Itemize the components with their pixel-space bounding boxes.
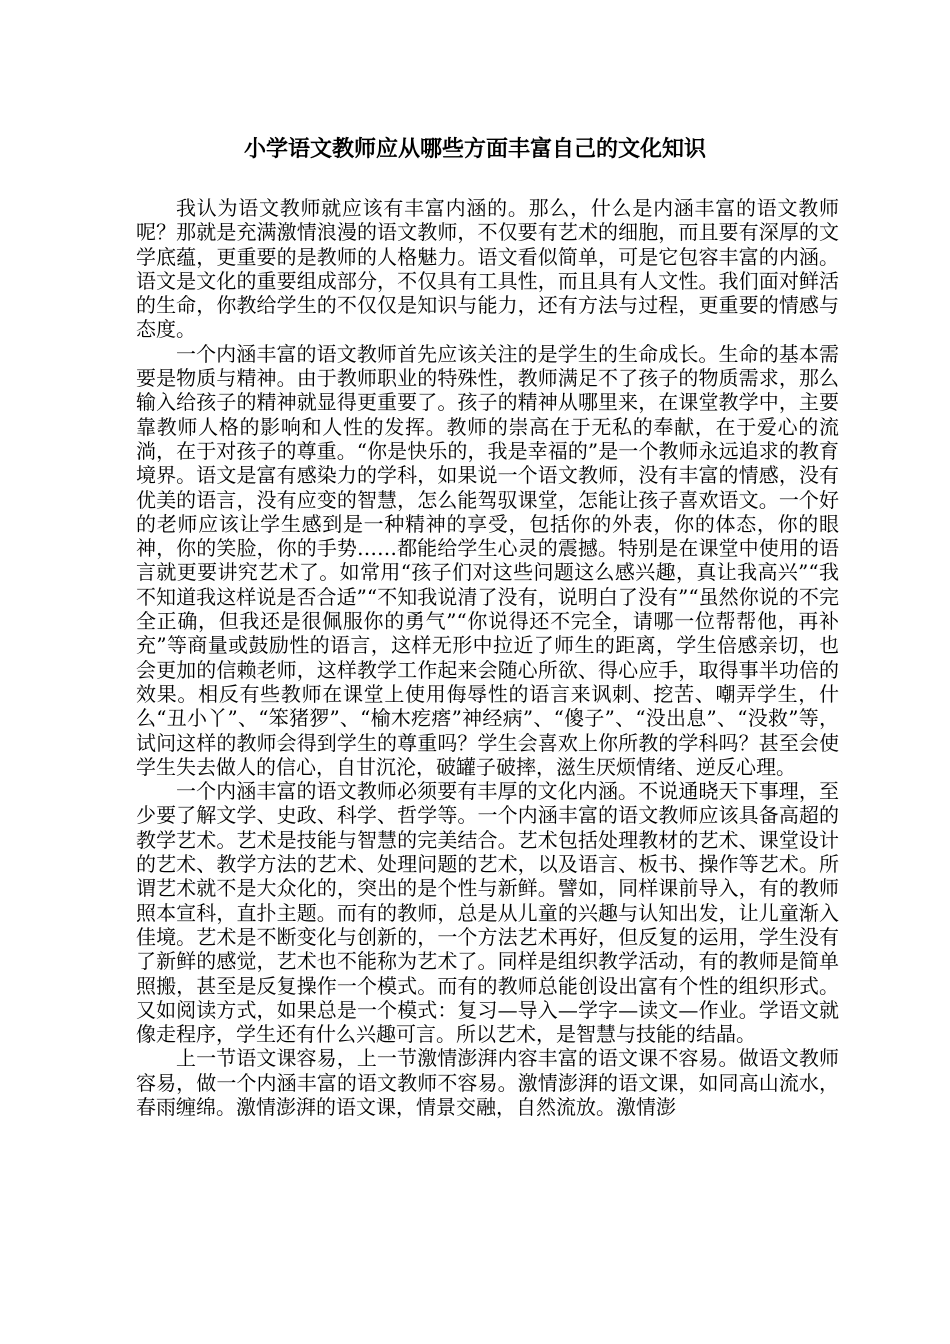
paragraph-4: 上一节语文课容易，上一节激情澎湃内容丰富的语文课不容易。做语文教师容易，做一个内涵丰富的语文教师不容易。激情澎湃的语文课，如同高山流水，春雨缠绵。激情澎湃的语文课，情景交融，自然流放。激情澎 bbox=[136, 1046, 839, 1119]
paragraph-1: 我认为语文教师就应该有丰富内涵的。那么，什么是内涵丰富的语文教师呢？那就是充满激情浪漫的语文教师，不仅要有艺术的细胞，而且要有深厚的文学底蕴，更重要的是教师的人格魅力。语文看似简单，可是它包容丰富的内涵。语文是文化的重要组成部分，不仅具有工具性，而且具有人文性。我们面对鲜活的生命，你教给学生的不仅仅是知识与能力，还有方法与过程，更重要的情感与态度。 bbox=[136, 196, 839, 342]
document-title: 小学语文教师应从哪些方面丰富自己的文化知识 bbox=[243, 137, 706, 162]
document-body bbox=[136, 196, 839, 1119]
paragraph-2: 一个内涵丰富的语文教师首先应该关注的是学生的生命成长。生命的基本需要是物质与精神。由于教师职业的特殊性，教师满足不了孩子的物质需求，那么输入给孩子的精神就显得更重要了。孩子的精神从哪里来，在课堂教学中，主要靠教师人格的影响和人性的发挥。教师的崇高在于无私的奉献，在于爱心的流淌，在于对孩子的尊重。“你是快乐的，我是幸福的”是一个教师永远追求的教育境界。语文是富有感染力的学科，如果说一个语文教师，没有丰富的情感，没有优美的语言，没有应变的智慧，怎么能驾驭课堂，怎能让孩子喜欢语文。一个好的老师应该让学生感到是一种精神的享受，包括你的外表，你的体态，你的眼神，你的笑脸，你的手势……都能给学生心灵的震撼。特别是在课堂中使用的语言就更要讲究艺术了。如常用“孩子们对这些问题这么感兴趣，真让我高兴”“我不知道我这样说是否合适”“不知我说清了没有，说明白了没有”“虽然你说的不完全正确，但我还是很佩服你的勇气”“你说得还不完全，请哪一位帮帮他，再补充”等商量或鼓励性的语言，这样无形中拉近了师生的距离，学生倍感亲切，也会更加的信赖老师，这样教学工作起来会随心所欲、得心应手，取得事半功倍的效果。相反有些教师在课堂上使用侮辱性的语言来讽刺、挖苦、嘲弄学生，什么“丑小丫”、“笨猪猡”、“榆木疙瘩”神经病”、“傻子”、“没出息”、“没救”等，试问这样的教师会得到学生的尊重吗？学生会喜欢上你所教的学科吗？甚至会使学生失去做人的信心，自甘沉沦，破罐子破摔，滋生厌烦情绪、逆反心理。 bbox=[136, 341, 839, 779]
paragraph-3: 一个内涵丰富的语文教师必须要有丰厚的文化内涵。不说通晓天下事理，至少要了解文学、史政、科学、哲学等。一个内涵丰富的语文教师应该具备高超的教学艺术。艺术是技能与智慧的完美结合。艺术包括处理教材的艺术、课堂设计的艺术、教学方法的艺术、处理问题的艺术，以及语言、板书、操作等艺术。所谓艺术就不是大众化的，突出的是个性与新鲜。譬如，同样课前导入，有的教师照本宣科，直扑主题。而有的教师，总是从儿童的兴趣与认知出发，让儿童渐入佳境。艺术是不断变化与创新的，一个方法艺术再好，但反复的运用，学生没有了新鲜的感觉，艺术也不能称为艺术了。同样是组织教学活动，有的教师是简单照搬，甚至是反复操作一个模式。而有的教师总能创设出富有个性的组织形式。又如阅读方式，如果总是一个模式：复习—导入—学字—读文—作业。学语文就像走程序，学生还有什么兴趣可言。所以艺术，是智慧与技能的结晶。 bbox=[136, 779, 839, 1047]
